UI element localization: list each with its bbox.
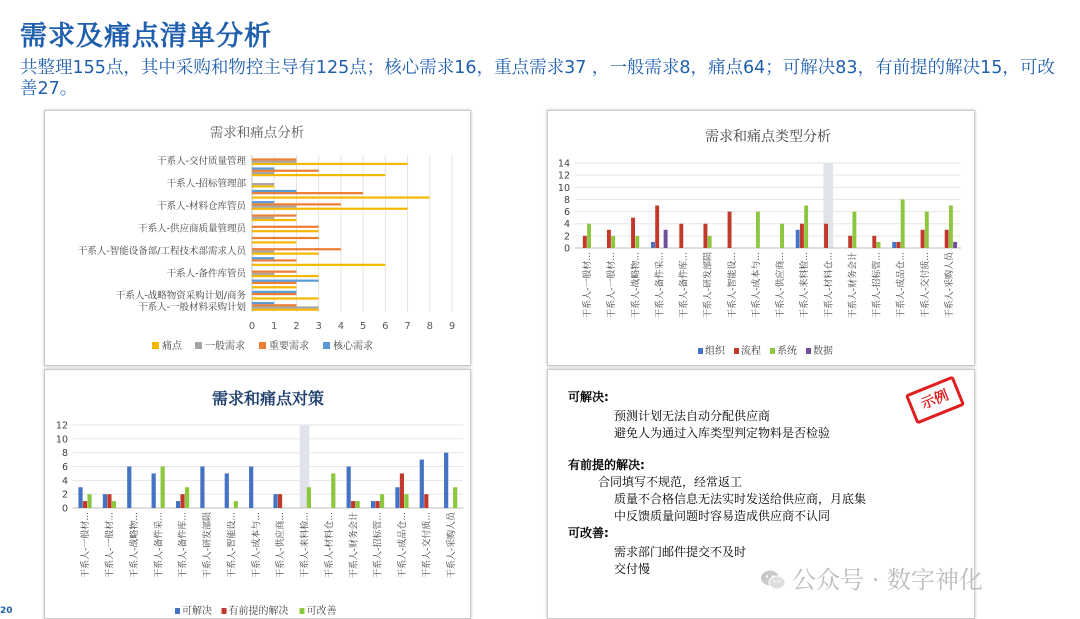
y-tick-label: 8 xyxy=(61,448,68,460)
slide-subtitle: 共整理155点，其中采购和物控主导有125点；核心需求16，重点需求37 ，一般需求8，痛点64；可解决83，有前提的解决15，可改善27。 xyxy=(20,58,1055,99)
bar-流程 xyxy=(824,224,828,248)
y-tick-label: 10 xyxy=(55,434,68,446)
x-tick-label: 干系人-备件采... xyxy=(154,512,165,578)
x-tick-label: 干系人-来料检... xyxy=(800,252,811,318)
legend-label-有前提的解决: 有前提的解决 xyxy=(228,606,289,617)
bar-有前提的解决 xyxy=(375,501,379,508)
bar-数据 xyxy=(953,242,957,248)
bar-系统 xyxy=(901,199,905,248)
bar-组织 xyxy=(892,242,896,248)
bar-流程 xyxy=(896,242,900,248)
x-tick-label: 干系人-来料检... xyxy=(300,512,311,578)
bar-可改善 xyxy=(161,467,165,509)
bar-核心需求 xyxy=(252,257,274,259)
legend-label-可解决: 可解决 xyxy=(182,606,212,617)
y-tick-label: 12 xyxy=(557,170,570,182)
bar-核心需求 xyxy=(252,190,296,192)
bar-流程 xyxy=(728,212,732,248)
y-tick-label: 干系人-交付质量管理 xyxy=(157,156,246,168)
bar-痛点 xyxy=(252,286,296,288)
x-tick-label: 干系人-研发部陨 xyxy=(203,512,214,579)
bar-流程 xyxy=(800,224,804,248)
y-tick-label: 0 xyxy=(61,503,68,515)
bar-重要需求 xyxy=(252,158,296,160)
y-tick-label: 干系人-材料仓库管员 xyxy=(157,200,246,212)
bar-可解决 xyxy=(200,467,204,509)
bar-痛点 xyxy=(252,230,319,232)
bar-重要需求 xyxy=(252,192,363,194)
bar-一般需求 xyxy=(252,250,274,252)
bar-可改善 xyxy=(185,487,189,508)
bar-一般需求 xyxy=(252,306,319,308)
bar-可解决 xyxy=(371,501,375,508)
x-tick-label: 干系人-成本与... xyxy=(251,512,262,578)
bar-可解决 xyxy=(273,494,277,508)
bar-一般需求 xyxy=(252,217,274,219)
bar-一般需求 xyxy=(252,161,296,163)
y-tick-label: 6 xyxy=(563,207,570,219)
example-item: 避免人为通过入库类型判定物料是否检验 xyxy=(614,426,831,440)
x-tick-label: 干系人-采购人员 xyxy=(446,512,457,579)
y-tick-label: 干系人-备件库管员 xyxy=(166,268,246,280)
legend-label-数据: 数据 xyxy=(813,346,833,357)
x-tick-label: 9 xyxy=(448,321,456,332)
x-tick-label: 4 xyxy=(337,321,345,332)
chart-title: 需求和痛点分析 xyxy=(209,125,305,141)
bar-可解决 xyxy=(395,487,399,508)
y-tick-label: 干系人-智能设备部/工程技术部需求人员 xyxy=(77,245,246,257)
legend-swatch-可解决 xyxy=(175,608,180,614)
bar-一般需求 xyxy=(252,172,274,174)
bar-系统 xyxy=(587,224,591,248)
bar-痛点 xyxy=(252,196,430,198)
bar-流程 xyxy=(583,236,587,248)
x-tick-label: 干系人-财务会计 xyxy=(349,512,360,579)
x-tick-label: 干系人-备件库... xyxy=(178,512,189,578)
bar-可解决 xyxy=(347,467,351,509)
bar-流程 xyxy=(945,230,949,248)
y-tick-label: 4 xyxy=(61,475,68,487)
bar-重要需求 xyxy=(252,203,341,205)
chart-panel-countermeasures xyxy=(44,369,471,619)
bar-重要需求 xyxy=(252,170,319,172)
bar-流程 xyxy=(921,230,925,248)
x-tick-label: 干系人-备件采... xyxy=(655,252,666,318)
bar-痛点 xyxy=(252,264,385,266)
bar-可解决 xyxy=(176,501,180,508)
bar-一般需求 xyxy=(252,183,274,185)
x-tick-label: 1 xyxy=(271,321,278,332)
example-item: 合同填写不规范，经常返工 xyxy=(598,475,743,489)
legend-label-流程: 流程 xyxy=(741,346,761,357)
x-tick-label: 干系人-战略物... xyxy=(631,252,642,318)
legend-swatch-核心需求 xyxy=(323,342,330,349)
legend-swatch-一般需求 xyxy=(195,342,202,349)
x-tick-label: 干系人-智能设... xyxy=(227,512,238,578)
x-tick-label: 5 xyxy=(359,321,367,332)
legend-swatch-有前提的解决 xyxy=(222,608,227,614)
y-tick-label: 2 xyxy=(61,489,68,501)
x-tick-label: 干系人-材料仓... xyxy=(324,512,335,578)
bar-可解决 xyxy=(152,473,156,508)
x-tick-label: 干系人-供应商... xyxy=(776,252,787,318)
bar-有前提的解决 xyxy=(83,501,87,508)
page-number: 20 xyxy=(0,606,13,616)
bar-有前提的解决 xyxy=(107,494,111,508)
legend-label-痛点: 痛点 xyxy=(162,341,182,352)
bar-可改善 xyxy=(356,501,360,508)
bar-系统 xyxy=(611,236,615,248)
bar-痛点 xyxy=(252,163,408,165)
bar-痛点 xyxy=(252,297,319,299)
bar-可改善 xyxy=(87,494,91,508)
bar-可改善 xyxy=(404,494,408,508)
bar-一般需求 xyxy=(252,205,296,207)
example-item: 质量不合格信息无法实时发送给供应商，月底集 xyxy=(614,492,867,506)
bar-痛点 xyxy=(252,253,319,255)
bar-一般需求 xyxy=(252,273,274,275)
x-tick-label: 干系人-招标管... xyxy=(872,252,883,318)
x-tick-label: 3 xyxy=(315,321,322,332)
bar-系统 xyxy=(708,236,712,248)
bar-流程 xyxy=(703,224,707,248)
legend-swatch-系统 xyxy=(770,348,775,354)
legend-swatch-重要需求 xyxy=(259,342,266,349)
legend-swatch-数据 xyxy=(806,348,811,354)
legend-label-系统: 系统 xyxy=(777,346,797,357)
bar-可改善 xyxy=(380,494,384,508)
bar-系统 xyxy=(925,212,929,248)
x-tick-label: 干系人-一般材... xyxy=(81,512,92,578)
x-tick-label: 干系人-采购人员 xyxy=(944,252,955,319)
bar-可改善 xyxy=(234,501,238,508)
chart-panel-demand-pain xyxy=(44,110,471,366)
x-tick-label: 6 xyxy=(382,321,389,332)
chart-title: 需求和痛点类型分析 xyxy=(705,129,831,145)
example-heading: 可改善: xyxy=(568,526,609,540)
bar-系统 xyxy=(635,236,639,248)
bar-痛点 xyxy=(252,309,319,311)
example-heading: 可解决: xyxy=(568,390,609,404)
bar-有前提的解决 xyxy=(424,494,428,508)
x-tick-label: 干系人-交付质... xyxy=(422,512,433,578)
bar-系统 xyxy=(877,242,881,248)
example-item: 交付慢 xyxy=(614,562,651,576)
bar-核心需求 xyxy=(252,280,319,282)
bar-重要需求 xyxy=(252,226,319,228)
bar-系统 xyxy=(852,212,856,248)
y-tick-label: 干系人-战略物资采购计划/商务 xyxy=(115,290,246,302)
legend-label-重要需求: 重要需求 xyxy=(269,341,309,352)
y-tick-label: 12 xyxy=(55,420,68,432)
bar-核心需求 xyxy=(252,302,274,304)
bar-可解决 xyxy=(225,473,229,508)
chart-title: 需求和痛点对策 xyxy=(211,389,325,408)
bar-可解决 xyxy=(103,494,107,508)
y-tick-label: 0 xyxy=(563,243,570,255)
x-tick-label: 干系人-成品仓... xyxy=(896,252,907,318)
y-tick-label: 2 xyxy=(563,231,570,243)
x-tick-label: 干系人-供应商... xyxy=(276,512,287,578)
bar-数据 xyxy=(664,230,668,248)
bar-流程 xyxy=(679,224,683,248)
bar-重要需求 xyxy=(252,248,341,250)
watermark xyxy=(760,560,983,595)
wechat-icon xyxy=(760,569,786,591)
bar-有前提的解决 xyxy=(400,473,404,508)
bar-有前提的解决 xyxy=(180,494,184,508)
legend-swatch-可改善 xyxy=(300,608,305,614)
example-heading: 有前提的解决: xyxy=(568,458,645,472)
bar-重要需求 xyxy=(252,271,296,273)
chart-panel-type-analysis xyxy=(547,110,975,366)
bar-有前提的解决 xyxy=(278,494,282,508)
bar-重要需求 xyxy=(252,304,296,306)
x-tick-label: 干系人-财务会计 xyxy=(848,252,859,319)
y-tick-label: 6 xyxy=(61,462,68,473)
x-tick-label: 干系人-成本与... xyxy=(751,252,762,318)
example-stamp: 示例 xyxy=(905,375,965,424)
x-tick-label: 干系人-战略物... xyxy=(129,512,140,578)
x-tick-label: 干系人-备件库... xyxy=(679,252,690,318)
bar-可改善 xyxy=(112,501,116,508)
y-tick-label: 干系人-一般材料采购计划 xyxy=(138,301,246,313)
x-tick-label: 2 xyxy=(293,321,300,332)
chart-type-analysis xyxy=(548,111,974,365)
watermark-text: 公众号 · 数字神化 xyxy=(792,566,983,594)
bar-痛点 xyxy=(252,241,296,243)
example-item: 中反馈质量问题时容易造成供应商不认同 xyxy=(614,509,831,523)
bar-重要需求 xyxy=(252,282,296,284)
legend-swatch-组织 xyxy=(698,348,703,354)
x-tick-label: 干系人-智能设... xyxy=(727,252,738,318)
x-tick-label: 0 xyxy=(248,321,256,332)
slide-title: 需求及痛点清单分析 xyxy=(20,21,272,52)
legend-swatch-流程 xyxy=(734,348,739,354)
y-tick-label: 4 xyxy=(563,219,570,231)
bar-可改善 xyxy=(331,473,335,508)
x-tick-label: 干系人-成品仓... xyxy=(398,512,409,578)
bar-可解决 xyxy=(127,467,131,509)
bar-组织 xyxy=(796,230,800,248)
y-tick-label: 8 xyxy=(563,194,570,206)
bar-流程 xyxy=(655,206,659,249)
example-item: 预测计划无法自动分配供应商 xyxy=(614,409,771,423)
bar-可改善 xyxy=(453,487,457,508)
bar-核心需求 xyxy=(252,291,296,293)
bar-痛点 xyxy=(252,275,319,277)
x-tick-label: 干系人-招标管... xyxy=(373,512,384,578)
bar-流程 xyxy=(872,236,876,248)
bar-重要需求 xyxy=(252,293,296,295)
legend-label-一般需求: 一般需求 xyxy=(205,341,245,352)
y-tick-label: 干系人-招标管理部 xyxy=(166,178,246,190)
bar-系统 xyxy=(756,212,760,248)
legend-swatch-痛点 xyxy=(152,342,159,349)
bar-痛点 xyxy=(252,208,408,210)
x-tick-label: 干系人-研发部陨 xyxy=(703,252,714,319)
bar-痛点 xyxy=(252,185,274,187)
bar-核心需求 xyxy=(252,201,274,203)
bar-组织 xyxy=(651,242,655,248)
x-tick-label: 8 xyxy=(426,321,433,332)
x-tick-label: 干系人-一般材... xyxy=(583,252,594,318)
bar-可改善 xyxy=(307,487,311,508)
legend-label-核心需求: 核心需求 xyxy=(333,341,373,352)
legend-label-可改善: 可改善 xyxy=(306,606,337,617)
bar-重要需求 xyxy=(252,259,296,261)
bar-重要需求 xyxy=(252,237,319,239)
bar-系统 xyxy=(780,224,784,248)
x-tick-label: 干系人-一般材... xyxy=(105,512,116,578)
y-tick-label: 干系人-供应商质量管理员 xyxy=(138,223,246,235)
bar-重要需求 xyxy=(252,214,296,216)
bar-核心需求 xyxy=(252,167,274,169)
bar-系统 xyxy=(949,206,953,249)
bar-系统 xyxy=(804,206,808,249)
bar-可解决 xyxy=(444,453,448,508)
chart-demand-pain-analysis xyxy=(45,111,470,365)
y-tick-label: 10 xyxy=(557,182,570,194)
bar-痛点 xyxy=(252,174,385,176)
x-tick-label: 干系人-交付质... xyxy=(920,252,931,318)
bar-流程 xyxy=(631,218,635,248)
bar-痛点 xyxy=(252,219,296,221)
bar-可解决 xyxy=(249,467,253,509)
bar-可解决 xyxy=(420,460,424,508)
bar-流程 xyxy=(607,230,611,248)
y-tick-label: 14 xyxy=(557,158,570,170)
example-item: 需求部门邮件提交不及时 xyxy=(614,545,747,559)
bar-可解决 xyxy=(78,487,82,508)
x-tick-label: 干系人-一般材... xyxy=(607,252,618,318)
bar-流程 xyxy=(848,236,852,248)
x-tick-label: 7 xyxy=(404,321,411,332)
legend-label-组织: 组织 xyxy=(705,346,725,357)
bar-有前提的解决 xyxy=(351,501,355,508)
chart-countermeasures xyxy=(45,370,470,618)
x-tick-label: 干系人-材料仓... xyxy=(824,252,835,318)
